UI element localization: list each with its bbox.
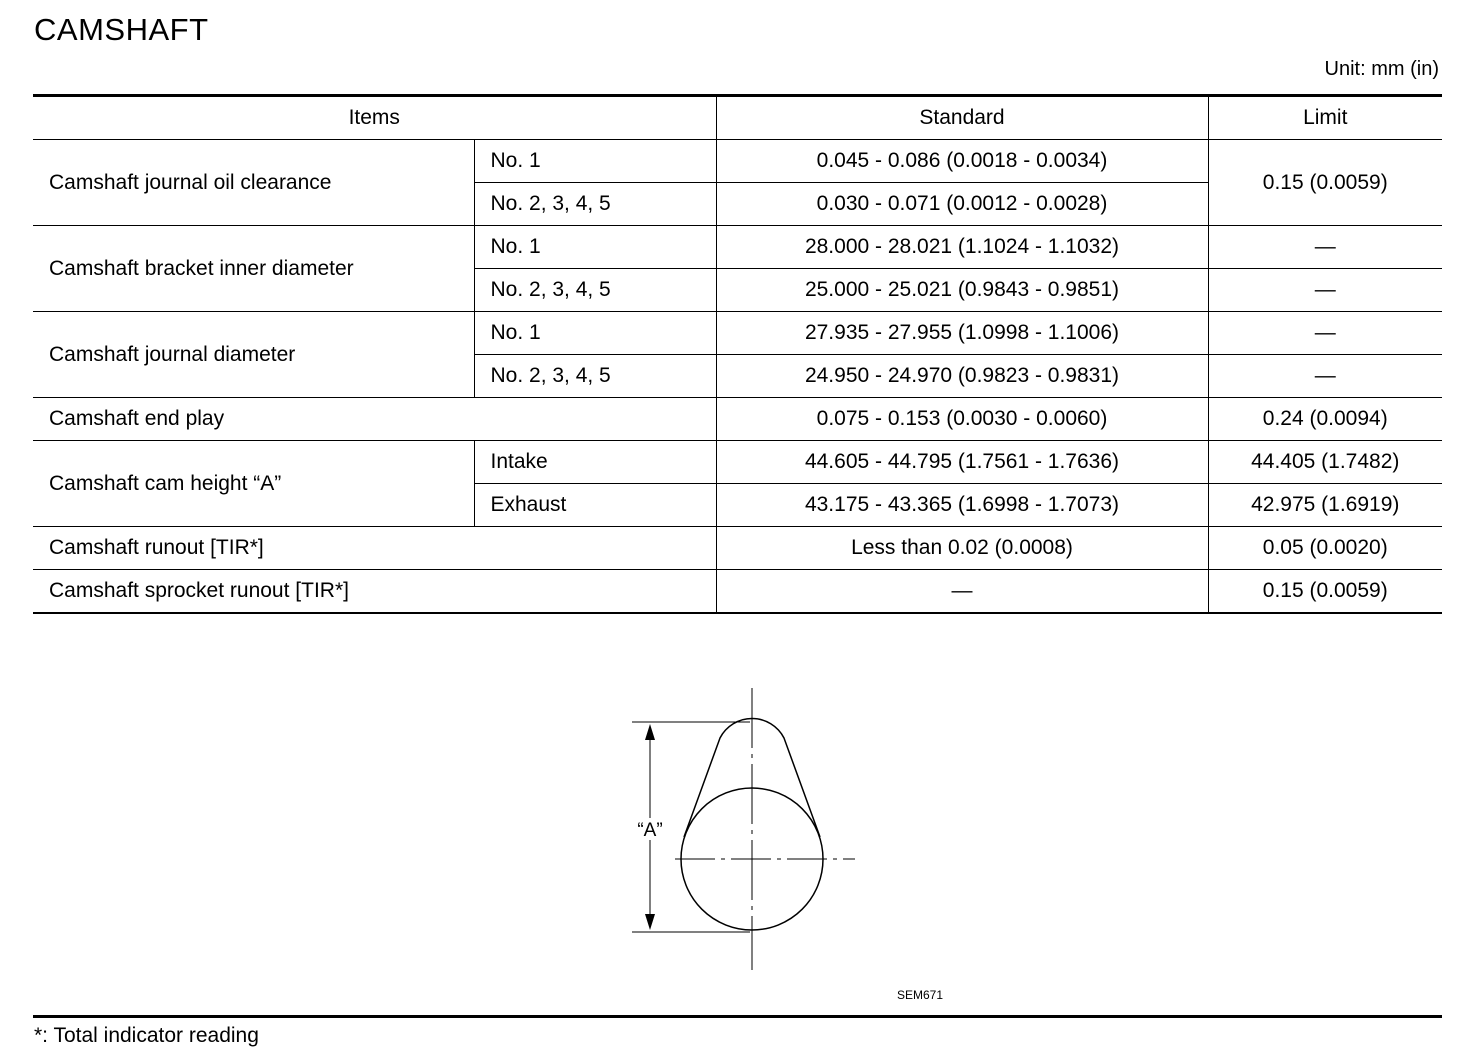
item-label: Camshaft sprocket runout [TIR*] xyxy=(33,570,716,614)
table-row xyxy=(33,140,1442,183)
standard-value: 0.045 - 0.086 (0.0018 - 0.0034) xyxy=(716,140,1208,183)
sub-item-label: No. 2, 3, 4, 5 xyxy=(474,355,716,398)
sub-item-label: No. 2, 3, 4, 5 xyxy=(474,269,716,312)
item-label: Camshaft journal oil clearance xyxy=(33,140,474,226)
standard-value: 44.605 - 44.795 (1.7561 - 1.7636) xyxy=(716,441,1208,484)
header-limit: Limit xyxy=(1208,96,1442,140)
standard-value: — xyxy=(716,570,1208,614)
standard-value: 24.950 - 24.970 (0.9823 - 0.9831) xyxy=(716,355,1208,398)
item-label: Camshaft runout [TIR*] xyxy=(33,527,716,570)
limit-value: 44.405 (1.7482) xyxy=(1208,441,1442,484)
standard-value: 28.000 - 28.021 (1.1024 - 1.1032) xyxy=(716,226,1208,269)
limit-value: 0.05 (0.0020) xyxy=(1208,527,1442,570)
dimension-label-a: “A” xyxy=(637,820,663,841)
standard-value: 43.175 - 43.365 (1.6998 - 1.7073) xyxy=(716,484,1208,527)
standard-value: 0.030 - 0.071 (0.0012 - 0.0028) xyxy=(716,183,1208,226)
limit-value: 0.15 (0.0059) xyxy=(1208,570,1442,614)
limit-value: 0.15 (0.0059) xyxy=(1208,140,1442,226)
limit-value: — xyxy=(1208,355,1442,398)
sub-item-label: Intake xyxy=(474,441,716,484)
sub-item-label: No. 1 xyxy=(474,140,716,183)
figure-code: SEM671 xyxy=(897,988,944,1002)
standard-value: 25.000 - 25.021 (0.9843 - 0.9851) xyxy=(716,269,1208,312)
table-row xyxy=(33,398,1442,441)
header-standard: Standard xyxy=(716,96,1208,140)
item-label: Camshaft end play xyxy=(33,398,716,441)
sub-item-label: No. 1 xyxy=(474,226,716,269)
item-label: Camshaft cam height “A” xyxy=(33,441,474,527)
standard-value: Less than 0.02 (0.0008) xyxy=(716,527,1208,570)
limit-value: 0.24 (0.0094) xyxy=(1208,398,1442,441)
limit-value: — xyxy=(1208,226,1442,269)
camshaft-spec-table xyxy=(33,94,1442,614)
table-row xyxy=(33,312,1442,355)
dimension-arrow-bottom xyxy=(645,914,655,930)
standard-value: 0.075 - 0.153 (0.0030 - 0.0060) xyxy=(716,398,1208,441)
item-label: Camshaft bracket inner diameter xyxy=(33,226,474,312)
table-row xyxy=(33,441,1442,484)
sub-item-label: No. 2, 3, 4, 5 xyxy=(474,183,716,226)
header-items: Items xyxy=(33,96,716,140)
limit-value: — xyxy=(1208,269,1442,312)
unit-label: Unit: mm (in) xyxy=(1324,58,1439,80)
sub-item-label: Exhaust xyxy=(474,484,716,527)
item-label: Camshaft journal diameter xyxy=(33,312,474,398)
table-row xyxy=(33,527,1442,570)
table-header-row xyxy=(33,96,1442,140)
table-row xyxy=(33,570,1442,614)
page-title: CAMSHAFT xyxy=(34,12,209,47)
limit-value: — xyxy=(1208,312,1442,355)
limit-value: 42.975 (1.6919) xyxy=(1208,484,1442,527)
standard-value: 27.935 - 27.955 (1.0998 - 1.1006) xyxy=(716,312,1208,355)
table-row xyxy=(33,226,1442,269)
footnote: *: Total indicator reading xyxy=(34,1024,259,1047)
sub-item-label: No. 1 xyxy=(474,312,716,355)
cam-height-diagram xyxy=(600,680,900,980)
footer-divider xyxy=(33,1015,1442,1018)
dimension-arrow-top xyxy=(645,724,655,740)
